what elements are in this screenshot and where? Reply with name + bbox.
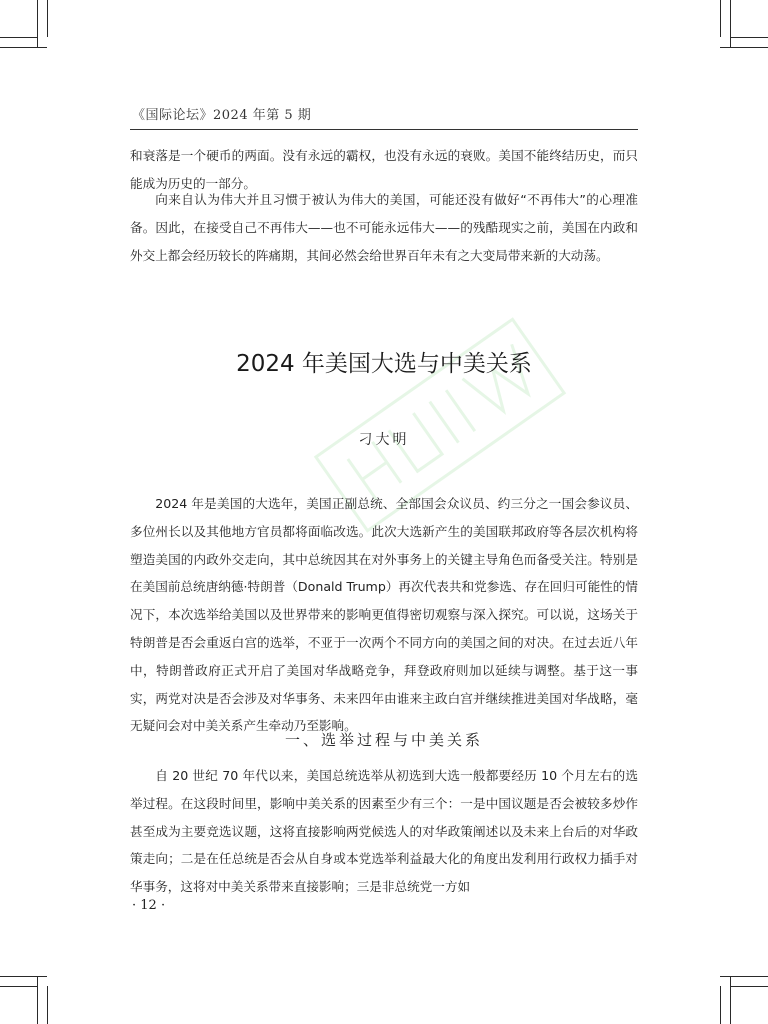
- article-title: 2024 年美国大选与中美关系: [236, 351, 532, 377]
- crop-mark-top-right-vertical: [730, 0, 731, 47]
- crop-mark-top-right-horizontal: [731, 37, 768, 38]
- continued-paragraph-1: 和衰落是一个硬币的两面。没有永远的霸权，也没有永远的衰败。美国不能终结历史，而只能成为历史的一部分。: [130, 148, 638, 191]
- crop-mark-bottom-left-horizontal: [0, 986, 37, 987]
- crop-mark-bottom-right-inner-horizontal: [720, 976, 768, 977]
- crop-mark-top-left-vertical: [37, 0, 38, 47]
- crop-mark-top-left-horizontal: [0, 37, 37, 38]
- running-head: 《国际论坛》2024 年第 5 期: [132, 108, 312, 123]
- intro-paragraph: 2024 年是美国的大选年，美国正副总统、全部国会众议员、约三分之一国会参议员、多位州长以及其他地方官员都将面临改选。此次大选新产生的美国联邦政府等各层次机构将塑造美国的内政外交走向，其中总统因其在对外事务上的关键主导角色而备受关注。特别是在美国前总统唐纳德·特朗普（Donald Trump）再次代表共和党参选、存在回归可能性的情况下，本次选举给美国以及世界带来的影响更值得密切观察与深入探究。可以说，这场关于特朗普是否会重返白宫的选举，不亚于一次两个不同方向的美国之间的对决。在过去近八年中，特朗普政府正式开启了美国对华战略竞争，拜登政府则加以延续与调整。基于这一事实，两党对决是否会涉及对华事务、未来四年由谁来主政白宫并继续推进美国对华战略，毫无疑问会对中美关系产生牵动乃至影响。: [130, 496, 638, 734]
- crop-mark-bottom-right-vertical: [730, 976, 731, 1024]
- crop-mark-top-right-inner-horizontal: [720, 47, 768, 48]
- crop-mark-bottom-left-vertical: [37, 976, 38, 1024]
- crop-mark-top-right-inner-vertical: [720, 0, 721, 37]
- crop-mark-bottom-left-inner-horizontal: [0, 976, 47, 977]
- continued-paragraph-2: 向来自认为伟大并且习惯于被认为伟大的美国，可能还没有做好“不再伟大”的心理准备。因此，在接受自己不再伟大——也不可能永远伟大——的残酷现实之前，美国在内政和外交上都会经历较长的阵痛期，其间必然会给世界百年未有之大变局带来新的大动荡。: [130, 192, 638, 263]
- page-number: · 12 ·: [132, 898, 166, 913]
- crop-mark-bottom-right-horizontal: [731, 986, 768, 987]
- header-rule: [130, 129, 638, 130]
- section-paragraph: 自 20 世纪 70 年代以来，美国总统选举从初选到大选一般都要经历 10 个月左右的选举过程。在这段时间里，影响中美关系的因素至少有三个：一是中国议题是否会被较多炒作甚至成为主要竞选议题，这将直接影响两党候选人的对华政策阐述以及未来上台后的对华政策走向；二是在任总统是否会从自身或本党选举利益最大化的角度出发利用行政权力插手对华事务，这将对中美关系带来直接影响；三是非总统党一方如: [130, 768, 638, 895]
- section-heading: 一、选举过程与中美关系: [284, 731, 483, 749]
- crop-mark-top-left-inner-vertical: [47, 0, 48, 37]
- crop-mark-top-left-inner-horizontal: [0, 47, 47, 48]
- article-author: 刁大明: [358, 432, 410, 448]
- crop-mark-bottom-right-inner-vertical: [720, 986, 721, 1024]
- crop-mark-bottom-left-inner-vertical: [47, 986, 48, 1024]
